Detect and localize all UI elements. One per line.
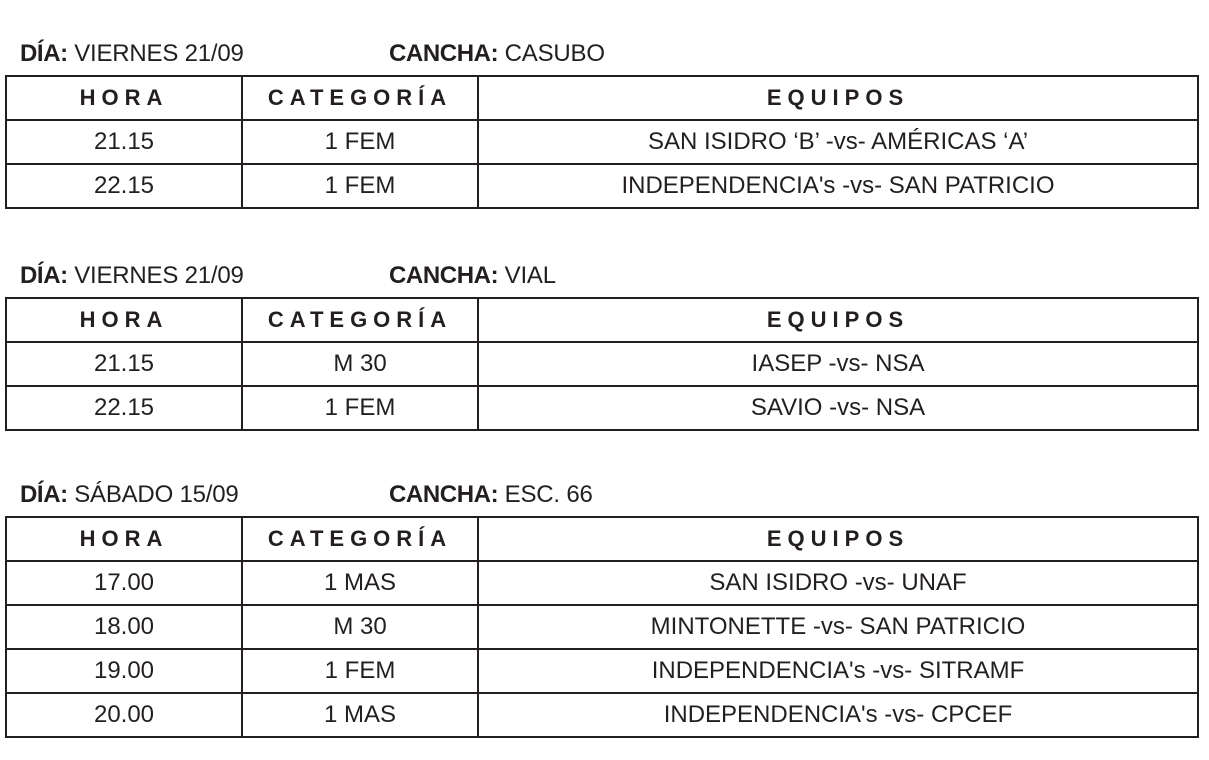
cell-categoria: 1 MAS [242,693,478,737]
header-equipos: EQUIPOS [478,517,1198,561]
schedule-info-1 [5,39,1197,69]
table-row [6,605,1198,649]
table-row [6,342,1198,386]
court-value: CASUBO [504,40,605,67]
header-hora: HORA [6,298,242,342]
cell-categoria: M 30 [242,605,478,649]
court-value: ESC. 66 [504,481,593,508]
court-info [389,39,605,69]
table-row [6,649,1198,693]
table-row [6,561,1198,605]
cell-equipos: INDEPENDENCIA's -vs- CPCEF [478,693,1198,737]
day-value: SÁBADO 15/09 [74,481,239,508]
cell-equipos: SAN ISIDRO -vs- UNAF [478,561,1198,605]
day-label: DÍA: [20,481,68,508]
cell-hora: 22.15 [6,164,242,208]
cell-equipos: MINTONETTE -vs- SAN PATRICIO [478,605,1198,649]
header-equipos: EQUIPOS [478,298,1198,342]
day-label: DÍA: [20,262,68,289]
cell-hora: 21.15 [6,342,242,386]
table-header-row [6,298,1198,342]
schedule-block-2 [5,261,1197,421]
schedule-table-1 [5,75,1199,209]
cell-categoria: M 30 [242,342,478,386]
header-categoria: CATEGORÍA [242,298,478,342]
court-label: CANCHA: [389,481,499,508]
cell-categoria: 1 MAS [242,561,478,605]
table-row [6,693,1198,737]
cell-hora: 22.15 [6,386,242,430]
day-info [20,39,244,69]
header-categoria: CATEGORÍA [242,76,478,120]
table-header-row [6,517,1198,561]
day-value: VIERNES 21/09 [74,40,244,67]
cell-categoria: 1 FEM [242,164,478,208]
cell-categoria: 1 FEM [242,120,478,164]
cell-categoria: 1 FEM [242,386,478,430]
schedule-block-1 [5,39,1197,199]
cell-equipos: SAVIO -vs- NSA [478,386,1198,430]
cell-hora: 17.00 [6,561,242,605]
cell-equipos: INDEPENDENCIA's -vs- SITRAMF [478,649,1198,693]
schedule-block-3 [5,480,1197,728]
court-label: CANCHA: [389,40,499,67]
schedule-table-2 [5,297,1199,431]
cell-hora: 20.00 [6,693,242,737]
cell-equipos: SAN ISIDRO ‘B’ -vs- AMÉRICAS ‘A’ [478,120,1198,164]
day-value: VIERNES 21/09 [74,262,244,289]
header-hora: HORA [6,517,242,561]
header-hora: HORA [6,76,242,120]
cell-categoria: 1 FEM [242,649,478,693]
table-row [6,120,1198,164]
table-header-row [6,76,1198,120]
court-info [389,480,593,510]
cell-hora: 18.00 [6,605,242,649]
cell-hora: 21.15 [6,120,242,164]
table-row [6,164,1198,208]
schedule-table-3 [5,516,1199,738]
court-label: CANCHA: [389,262,499,289]
header-categoria: CATEGORÍA [242,517,478,561]
schedule-info-3 [5,480,1197,510]
court-value: VIAL [504,262,556,289]
day-info [20,480,239,510]
header-equipos: EQUIPOS [478,76,1198,120]
table-row [6,386,1198,430]
schedule-info-2 [5,261,1197,291]
cell-equipos: INDEPENDENCIA's -vs- SAN PATRICIO [478,164,1198,208]
cell-hora: 19.00 [6,649,242,693]
day-label: DÍA: [20,40,68,67]
court-info [389,261,556,291]
day-info [20,261,244,291]
cell-equipos: IASEP -vs- NSA [478,342,1198,386]
